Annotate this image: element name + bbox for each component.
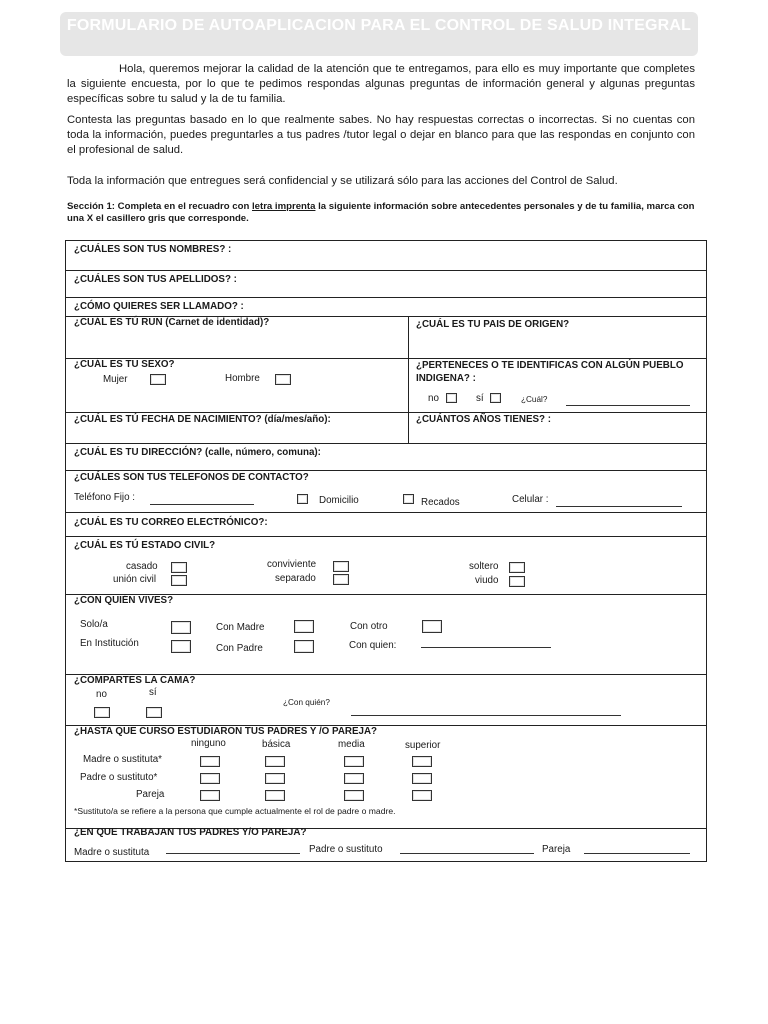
- divider: [408, 359, 409, 412]
- input-telefono-fijo[interactable]: [150, 504, 254, 505]
- checkbox-pareja-media[interactable]: [344, 790, 364, 801]
- checkbox-domicilio[interactable]: [297, 494, 308, 504]
- row-curso-padres: [66, 726, 706, 829]
- checkbox-institucion[interactable]: [171, 640, 191, 653]
- question-comparte-cama: ¿COMPARTES LA CAMA?: [74, 675, 196, 686]
- question-direccion: ¿CUÁL ES TU DIRECCIÓN? (calle, número, comuna):: [74, 447, 321, 458]
- label-union-civil: unión civil: [113, 574, 157, 585]
- section-1-suffix: la siguiente información sobre antecedentes personales y de tu familia, marca con una X el casillero gris que corresponde.: [67, 201, 695, 224]
- question-con-quien-vives: ¿CON QUIÉN VIVES?: [74, 595, 174, 606]
- label-celular: Celular :: [512, 494, 549, 505]
- section-1-instructions: [67, 201, 699, 225]
- label-pueblo-si: sí: [476, 393, 484, 404]
- label-pueblo-no: no: [428, 393, 439, 404]
- checkbox-pareja-basica[interactable]: [265, 790, 285, 801]
- form-title: FORMULARIO DE AUTOAPLICACION PARA EL CONTROL DE SALUD INTEGRAL: [60, 12, 698, 56]
- label-cama-con-quien: ¿Con quién?: [283, 698, 330, 707]
- checkbox-union-civil[interactable]: [171, 575, 187, 586]
- row-label-padre: Padre o sustituto*: [80, 772, 158, 783]
- question-run[interactable]: ¿CUÁL ES TÚ RUN (Carnet de identidad)?: [74, 317, 270, 328]
- label-con-quien: Con quien:: [349, 640, 397, 651]
- row-label-madre: Madre o sustituta*: [83, 754, 162, 765]
- label-domicilio: Domicilio: [319, 495, 359, 506]
- checkbox-separado[interactable]: [333, 574, 349, 585]
- checkbox-padre-media[interactable]: [344, 773, 364, 784]
- question-nombres: ¿CUÁLES SON TUS NOMBRES? :: [74, 244, 232, 255]
- label-recados: Recados: [421, 497, 460, 508]
- label-pueblo-cual: ¿Cuál?: [521, 395, 548, 404]
- question-edad[interactable]: ¿CUÁNTOS AÑOS TIENES? :: [416, 414, 551, 425]
- input-cama-con-quien[interactable]: [351, 715, 621, 716]
- row-nombres[interactable]: [66, 241, 706, 271]
- label-casado: casado: [126, 561, 158, 572]
- question-curso-padres: ¿HASTA QUE CURSO ESTUDIARON TUS PADRES Y /O PAREJA?: [74, 726, 378, 737]
- checkbox-con-padre[interactable]: [294, 640, 314, 653]
- column-ninguno: ninguno: [191, 738, 226, 749]
- intro-paragraph-1: Hola, queremos mejorar la calidad de la atención que te entregamos, para ello es muy importante que completes la siguiente encuesta, por lo que te pedimos respondas algunas preguntas de información general y algunas preguntas específicas sobre tu salud y la de tu familia.: [67, 63, 695, 105]
- checkbox-madre-ninguno[interactable]: [200, 756, 220, 767]
- row-label-pareja: Pareja: [136, 789, 165, 800]
- row-apellidos[interactable]: [66, 271, 706, 298]
- intro-paragraph-3: Toda la información que entregues será confidencial y se utilizará sólo para las acciones del Control de Salud.: [67, 175, 618, 187]
- label-con-padre: Con Padre: [216, 643, 263, 654]
- label-con-madre: Con Madre: [216, 622, 265, 633]
- checkbox-con-otro[interactable]: [422, 620, 442, 633]
- row-sexo-pueblo: [66, 359, 706, 413]
- checkbox-madre-media[interactable]: [344, 756, 364, 767]
- label-soltero: soltero: [469, 561, 499, 572]
- checkbox-cama-si[interactable]: [146, 707, 162, 718]
- question-llamado: ¿CÓMO QUIERES SER LLAMADO? :: [74, 301, 244, 312]
- question-sexo: ¿CUÁL ES TU SEXO?: [74, 359, 175, 370]
- personal-info-form: [65, 240, 707, 862]
- input-trabajo-madre[interactable]: [166, 853, 300, 854]
- divider: [408, 317, 409, 358]
- checkbox-soltero[interactable]: [509, 562, 525, 573]
- checkbox-pareja-superior[interactable]: [412, 790, 432, 801]
- label-hombre: Hombre: [225, 373, 260, 384]
- label-trabajo-pareja: Pareja: [542, 844, 571, 855]
- label-separado: separado: [275, 573, 316, 584]
- column-superior: superior: [405, 740, 441, 751]
- column-media: media: [338, 739, 365, 750]
- question-correo: ¿CUÁL ES TU CORREO ELECTRÓNICO?:: [74, 517, 268, 528]
- label-conviviente: conviviente: [267, 559, 317, 570]
- row-llamado[interactable]: [66, 298, 706, 317]
- row-trabajo-padres: [66, 829, 706, 863]
- checkbox-pueblo-si[interactable]: [490, 393, 501, 403]
- label-institucion: En Institución: [80, 638, 139, 649]
- label-cama-si: sí: [149, 687, 157, 698]
- checkbox-conviviente[interactable]: [333, 561, 349, 572]
- checkbox-recados[interactable]: [403, 494, 414, 504]
- input-celular[interactable]: [556, 506, 682, 507]
- checkbox-con-madre[interactable]: [294, 620, 314, 633]
- checkbox-padre-ninguno[interactable]: [200, 773, 220, 784]
- question-pais[interactable]: ¿CUÁL ES TU PAIS DE ORIGEN?: [416, 319, 570, 330]
- input-con-quien[interactable]: [421, 647, 551, 648]
- question-fecha-nacimiento[interactable]: ¿CUÁL ES TÚ FECHA DE NACIMIENTO? (día/mes/año):: [74, 414, 331, 425]
- question-telefonos: ¿CUÁLES SON TUS TELEFONOS DE CONTACTO?: [74, 472, 309, 483]
- checkbox-casado[interactable]: [171, 562, 187, 573]
- label-mujer: Mujer: [103, 374, 128, 385]
- label-viudo: viudo: [475, 575, 499, 586]
- checkbox-padre-basica[interactable]: [265, 773, 285, 784]
- row-telefonos: [66, 471, 706, 513]
- checkbox-pareja-ninguno[interactable]: [200, 790, 220, 801]
- row-con-quien-vives: [66, 595, 706, 675]
- row-comparte-cama: [66, 675, 706, 726]
- label-trabajo-padre: Padre o sustituto: [309, 844, 383, 855]
- row-correo[interactable]: [66, 513, 706, 537]
- intro-paragraph-2: Contesta las preguntas basado en lo que realmente sabes. No hay respuestas correctas o incorrectas. Si no cuentas con toda la información, puedes preguntarles a tus padres /tutor legal o dejar en blanco para que las respondas en conjunto con el profesional de salud.: [67, 114, 695, 156]
- section-1-emphasis: letra imprenta: [252, 201, 316, 212]
- row-run-pais: [66, 317, 706, 359]
- label-con-otro: Con otro: [350, 621, 388, 632]
- row-estado-civil: [66, 537, 706, 595]
- checkbox-viudo[interactable]: [509, 576, 525, 587]
- divider: [408, 413, 409, 443]
- checkbox-pueblo-no[interactable]: [446, 393, 457, 403]
- footnote-sustituto: *Sustituto/a se refiere a la persona que cumple actualmente el rol de padre o madre.: [74, 806, 396, 816]
- label-solo: Solo/a: [80, 619, 108, 630]
- question-pueblo-indigena: ¿PERTENECES O TE IDENTIFICAS CON ALGÚN PUEBLO INDIGENA? :: [416, 360, 684, 384]
- column-basica: básica: [262, 739, 291, 750]
- question-estado-civil: ¿CUÁL ES TÚ ESTADO CIVIL?: [74, 540, 216, 551]
- input-trabajo-padre[interactable]: [400, 853, 534, 854]
- question-trabajo-padres: ¿EN QUE TRABAJAN TUS PADRES Y/O PAREJA?: [74, 827, 307, 838]
- input-pueblo-cual[interactable]: [566, 405, 690, 406]
- row-direccion[interactable]: [66, 444, 706, 471]
- label-telefono-fijo: Teléfono Fijo :: [74, 492, 135, 503]
- question-apellidos: ¿CUÁLES SON TUS APELLIDOS? :: [74, 274, 237, 285]
- checkbox-mujer[interactable]: [150, 374, 166, 385]
- checkbox-madre-superior[interactable]: [412, 756, 432, 767]
- checkbox-padre-superior[interactable]: [412, 773, 432, 784]
- input-trabajo-pareja[interactable]: [584, 853, 690, 854]
- checkbox-madre-basica[interactable]: [265, 756, 285, 767]
- checkbox-cama-no[interactable]: [94, 707, 110, 718]
- checkbox-hombre[interactable]: [275, 374, 291, 385]
- row-fecha-edad: [66, 413, 706, 444]
- section-1-prefix: Sección 1: Completa en el recuadro con: [67, 201, 252, 212]
- checkbox-solo[interactable]: [171, 621, 191, 634]
- label-cama-no: no: [96, 689, 107, 700]
- label-trabajo-madre: Madre o sustituta: [74, 847, 150, 858]
